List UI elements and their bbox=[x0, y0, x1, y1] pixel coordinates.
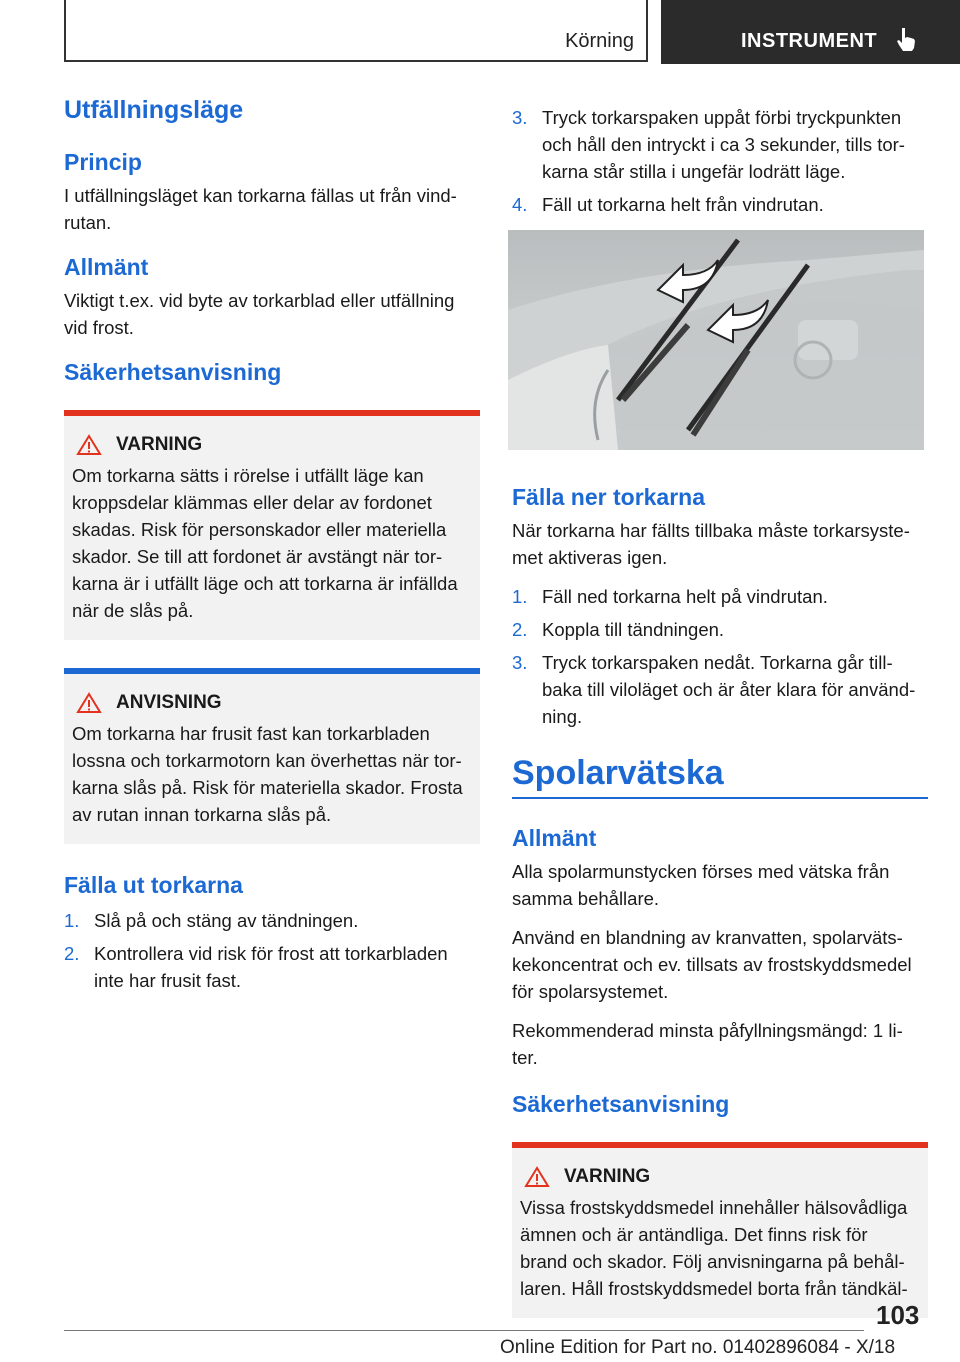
header-chapter-label: INSTRUMENT bbox=[741, 30, 878, 52]
fold-down-text: När torkarna har fällts tillbaka måste torkarsyste-met aktiveras igen. bbox=[512, 520, 910, 568]
note-text: Om torkarna har frusit fast kan torkarbladen lossna och torkarmotorn kan överhettas när tor-karna slås på. Risk för materiella skador. Frosta av rutan innan torkarna slås på. bbox=[72, 723, 463, 825]
left-column bbox=[64, 96, 480, 1006]
warning-triangle-icon bbox=[76, 434, 102, 456]
princip-text: I utfällningsläget kan torkarna fällas ut från vind-rutan. bbox=[64, 185, 457, 233]
allmant-text: Viktigt t.ex. vid byte av torkarblad eller utfällning vid frost. bbox=[64, 290, 455, 338]
header-section-label: Körning bbox=[565, 30, 634, 52]
washer-paragraph-3: Rekommenderad minsta påfyllningsmängd: 1 li-ter. bbox=[512, 1020, 903, 1068]
section-divider bbox=[512, 797, 928, 799]
heading-falla-ut-torkarna: Fälla ut torkarna bbox=[64, 872, 243, 898]
washer-warning-title: VARNING bbox=[564, 1166, 651, 1187]
list-item: 3. Tryck torkarspaken nedåt. Torkarna går till-baka till viloläget och är åter klara för använd-ning. bbox=[512, 652, 916, 727]
list-item: 2. Koppla till tändningen. bbox=[512, 619, 725, 640]
heading-princip: Princip bbox=[64, 149, 142, 175]
header-chapter-tab bbox=[661, 0, 960, 64]
section-title-utfallningslage: Utfällningsläge bbox=[64, 96, 244, 124]
list-item: 2. Kontrollera vid risk för frost att torkarbladen inte har frusit fast. bbox=[64, 943, 448, 991]
right-column bbox=[512, 104, 928, 1318]
list-item: 3. Tryck torkarspaken uppåt förbi tryckpunkten och håll den intryckt i ca 3 sekunder, tills tor-karna står stilla i ungefär lodrätt läge. bbox=[512, 107, 905, 182]
footer-divider bbox=[64, 1330, 864, 1331]
washer-paragraph-2: Använd en blandning av kranvatten, spolarväts-kekoncentrat och ev. tillsats av frostskyddsmedel för spolarsystemet. bbox=[512, 927, 912, 1002]
header-section-box bbox=[64, 0, 648, 62]
list-item: 4. Fäll ut torkarna helt från vindrutan. bbox=[512, 194, 824, 215]
section-title-spolarvatska: Spolarvätska bbox=[512, 754, 724, 792]
washer-warning-box bbox=[512, 1142, 928, 1318]
warning-box bbox=[64, 410, 480, 640]
heading-allmant: Allmänt bbox=[64, 254, 149, 280]
note-title: ANVISNING bbox=[116, 692, 222, 713]
list-item: 1. Slå på och stäng av tändningen. bbox=[64, 910, 359, 931]
heading-washer-sakerhetsanvisning: Säkerhetsanvisning bbox=[512, 1091, 730, 1117]
fold-down-steps-list bbox=[512, 583, 928, 730]
washer-warning-text: Vissa frostskyddsmedel innehåller hälsovådliga ämnen och är antändliga. Det finns risk för brand och skador. Följ anvisningarna på behål-laren. Håll frostskyddsmedel borta från tändkäl- bbox=[520, 1197, 908, 1299]
wiper-illustration-image bbox=[508, 230, 924, 450]
warning-text: Om torkarna sätts i rörelse i utfällt läge kan kroppsdelar klämmas eller delar av fordonet skadas. Risk för personskador eller materiella skador. Se till att fordonet är avstängt när tor-karna är i utfällt läge och att torkarna är infällda när de slås på. bbox=[72, 465, 458, 621]
list-item: 1. Fäll ned torkarna helt på vindrutan. bbox=[512, 586, 828, 607]
footer-edition-text: Online Edition for Part no. 01402896084 - X/18 bbox=[500, 1337, 896, 1358]
warning-title: VARNING bbox=[116, 434, 203, 455]
page-number: 103 bbox=[876, 1300, 920, 1330]
heading-washer-allmant: Allmänt bbox=[512, 825, 597, 851]
note-box bbox=[64, 668, 480, 844]
heading-falla-ner-torkarna: Fälla ner torkarna bbox=[512, 484, 706, 510]
pointing-hand-icon bbox=[895, 26, 919, 57]
washer-paragraph-1: Alla spolarmunstycken förses med vätska från samma behållare. bbox=[512, 861, 890, 909]
caution-triangle-icon bbox=[76, 692, 102, 714]
heading-sakerhetsanvisning: Säkerhetsanvisning bbox=[64, 359, 282, 385]
fold-out-steps-list bbox=[64, 907, 480, 994]
fold-out-steps-list-cont bbox=[512, 104, 928, 218]
warning-triangle-icon bbox=[524, 1166, 550, 1188]
